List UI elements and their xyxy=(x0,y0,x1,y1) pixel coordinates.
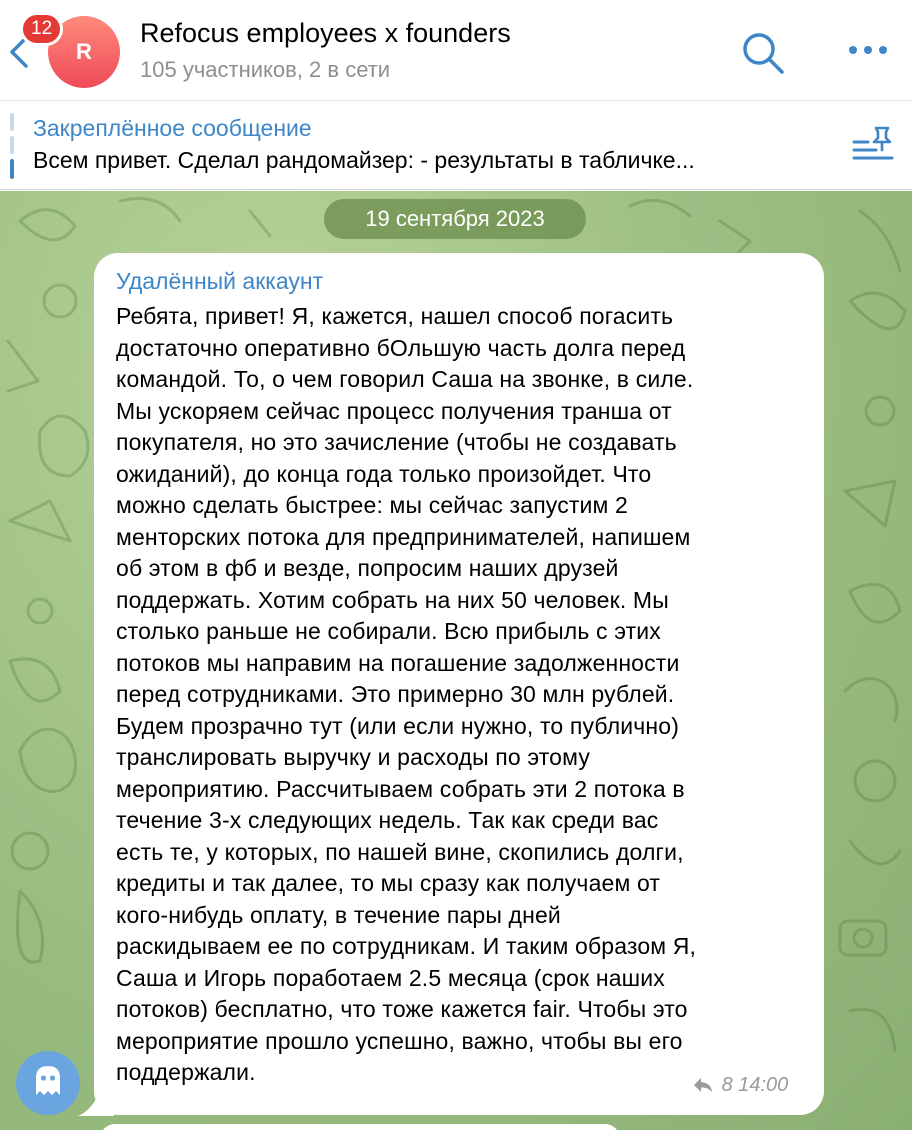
pinned-list-icon[interactable] xyxy=(850,124,896,166)
message-time: 14:00 xyxy=(738,1074,789,1096)
message-sender[interactable]: Удалённый аккаунт xyxy=(116,268,324,294)
message-line: потоков) бесплатно, что тоже кажется fair. Чтобы это xyxy=(116,996,688,1022)
message-line: достаточно оперативно бОльшую часть долга перед xyxy=(116,334,686,361)
more-dots-icon[interactable] xyxy=(846,38,890,62)
message-line: ожиданий), до конца года только произойдет. Что xyxy=(116,460,652,487)
message-line: Будем прозрачно тут (или если нужно, то публично) xyxy=(116,712,680,739)
message-line: командой. То, о чем говорил Саша на звонке, в силе. xyxy=(116,366,694,392)
message-line: поддержали. xyxy=(116,1059,256,1085)
message-line: столько раньше не собирали. Всю прибыль с этих xyxy=(116,618,661,644)
message-line: раскидываем ее по сотрудникам. И таким образом Я, xyxy=(116,933,697,959)
message-text xyxy=(116,301,816,1089)
sender-avatar[interactable] xyxy=(16,1051,80,1115)
message-meta xyxy=(692,1074,788,1100)
share-arrow-icon[interactable] xyxy=(692,1076,714,1094)
chat-header xyxy=(0,0,912,100)
message-line: об этом в фб и везде, попросим наших друзей xyxy=(116,555,619,581)
message-line: кредиты и так далее, то мы сразу как получаем от xyxy=(116,870,661,896)
group-avatar[interactable]: R xyxy=(48,16,120,88)
date-separator: 19 сентября 2023 xyxy=(324,199,586,239)
message-line: перед сотрудниками. Это примерно 30 млн рублей. xyxy=(116,681,675,707)
message-line: потоков мы направим на погашение задолженности xyxy=(116,649,680,676)
pinned-indicator xyxy=(10,113,14,179)
message-line: Саша и Игорь поработаем 2.5 месяца (срок наших xyxy=(116,964,665,991)
message-line: есть те, у которых, по нашей вине, скопились долги, xyxy=(116,838,684,865)
unread-badge: 12 xyxy=(20,12,63,46)
message-line: поддержать. Хотим собрать на них 50 человек. Мы xyxy=(116,586,669,613)
ghost-icon xyxy=(16,1051,80,1115)
message-line: кого-нибудь оплату, в течение пары дней xyxy=(116,901,561,928)
search-icon[interactable] xyxy=(740,30,786,76)
message-line: мероприятию. Рассчитываем собрать эти 2 потока в xyxy=(116,775,685,802)
message-line: Ребята, привет! Я, кажется, нашел способ погасить xyxy=(116,303,674,329)
message-line: можно сделать быстрее: мы сейчас запустим 2 xyxy=(116,492,628,518)
bubble-tail xyxy=(74,1080,114,1116)
pinned-message-bar[interactable] xyxy=(0,100,912,190)
chat-subtitle: 105 участников, 2 в сети xyxy=(140,57,391,82)
message-line: транслировать выручку и расходы по этому xyxy=(116,744,590,770)
message-line: Мы ускоряем сейчас процесс получения транша от xyxy=(116,397,672,424)
chat-title[interactable]: Refocus employees x founders xyxy=(140,18,511,48)
message-line: менторских потока для предпринимателей, напишем xyxy=(116,523,691,550)
forward-count: 8 xyxy=(721,1074,733,1096)
next-message-bubble[interactable] xyxy=(100,1124,620,1130)
pinned-text: Всем привет. Сделал рандомайзер: - результаты в табличке... xyxy=(33,147,695,173)
pinned-title: Закреплённое сообщение xyxy=(33,115,312,141)
message-line: мероприятие прошло успешно, важно, чтобы вы его xyxy=(116,1027,683,1054)
message-line: покупателя, но это зачисление (чтобы не создавать xyxy=(116,429,677,455)
message-line: течение 3-х следующих недель. Так как среди вас xyxy=(116,807,659,833)
